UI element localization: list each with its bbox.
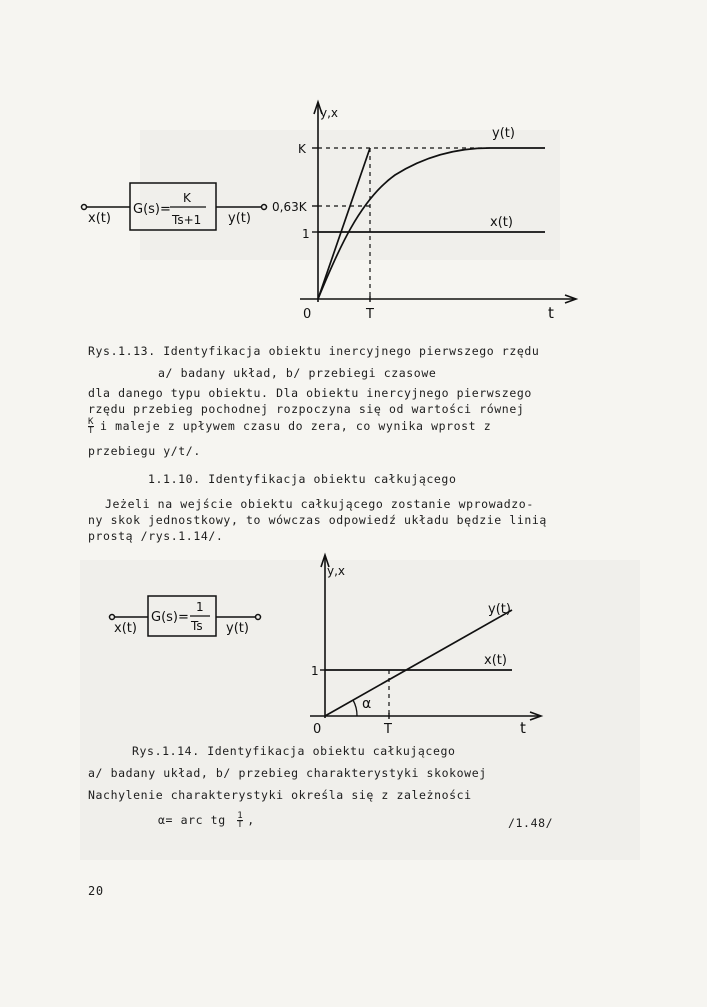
- input-label: x(t): [88, 211, 111, 226]
- para-2-line-2: ny skok jednostkowy, to wówczas odpowiedź układu będzie linią: [88, 513, 547, 527]
- section-heading: 1.1.10. Identyfikacja obiektu całkującego: [148, 472, 457, 486]
- caption-2-line-1: Rys.1.14. Identyfikacja obiektu całkującego: [132, 744, 456, 758]
- input-node: [82, 205, 87, 210]
- equation-tail: ,: [247, 813, 255, 827]
- block-denominator: Ts+1: [172, 213, 202, 227]
- block-numerator: K: [183, 191, 191, 205]
- frac-num: K: [88, 417, 95, 427]
- frac-den: T: [88, 426, 95, 436]
- para-2-line-1: Jeżeli na wejście obiektu całkującego zostanie wprowadzo-: [105, 497, 534, 511]
- page-number: 20: [88, 884, 104, 898]
- para-1-line-1: dla danego typu obiektu. Dla obiektu inercyjnego pierwszego: [88, 386, 532, 400]
- tick-K-label: K: [298, 142, 306, 156]
- tick-1-label: 1: [302, 227, 310, 241]
- T-label-2: T: [384, 722, 392, 737]
- tick-1-label-2: 1: [311, 664, 319, 678]
- caption-1-line-2: a/ badany układ, b/ przebiegi czasowe: [158, 366, 437, 380]
- block-numerator-2: 1: [196, 600, 204, 614]
- curve-x-label: x(t): [490, 215, 513, 230]
- equation-number: /1.48/: [508, 816, 554, 830]
- y-axis-label-2: y,x: [327, 564, 346, 578]
- block-denominator-2: Ts: [191, 619, 203, 633]
- y-axis-label: y,x: [320, 106, 339, 120]
- curve-y-label-2: y(t): [488, 602, 511, 617]
- alpha-arc: [353, 700, 357, 716]
- para-3-line-1: Nachylenie charakterystyki określa się z zależności: [88, 788, 472, 802]
- origin-label-2: 0: [313, 722, 322, 737]
- eq-frac-num: 1: [237, 811, 244, 821]
- output-label: y(t): [228, 211, 251, 226]
- T-label: T: [366, 307, 374, 322]
- fraction-K-over-T: [88, 418, 94, 435]
- para-2-line-3: prostą /rys.1.14/.: [88, 529, 224, 543]
- curve-x-label-2: x(t): [484, 653, 507, 668]
- para-1-line-2: rzędu przebieg pochodnej rozpoczyna się od wartości równej: [88, 402, 525, 416]
- eq-frac-den: T: [237, 820, 244, 830]
- para-1-line-4: przebiegu y/t/.: [88, 444, 201, 458]
- output-label-2: y(t): [226, 621, 249, 636]
- caption-2-line-2: a/ badany układ, b/ przebieg charakterystyki skokowej: [88, 766, 487, 780]
- equation-fraction: [237, 812, 243, 829]
- output-node-2: [256, 615, 261, 620]
- input-node-2: [110, 615, 115, 620]
- para-1-line-3-text: i maleje z upływem czasu do zera, co wynika wprost z: [100, 419, 492, 433]
- equation-lhs: α= arc tg: [158, 813, 226, 827]
- output-node: [262, 205, 267, 210]
- tick-063K-label: 0,63K: [272, 200, 307, 214]
- equation: [158, 812, 255, 829]
- block-transfer-label-2: G(s)=: [151, 610, 189, 625]
- tangent-line: [318, 148, 370, 299]
- input-label-2: x(t): [114, 621, 137, 636]
- t-axis-label-2: t: [520, 719, 526, 737]
- para-1-line-3: [88, 418, 491, 435]
- t-axis-label: t: [548, 304, 554, 322]
- origin-label: 0: [303, 307, 312, 322]
- caption-1-line-1: Rys.1.13. Identyfikacja obiektu inercyjnego pierwszego rzędu: [88, 344, 540, 358]
- curve-y-label: y(t): [492, 126, 515, 141]
- alpha-label: α: [362, 696, 372, 712]
- block-transfer-label: G(s)=: [133, 202, 171, 217]
